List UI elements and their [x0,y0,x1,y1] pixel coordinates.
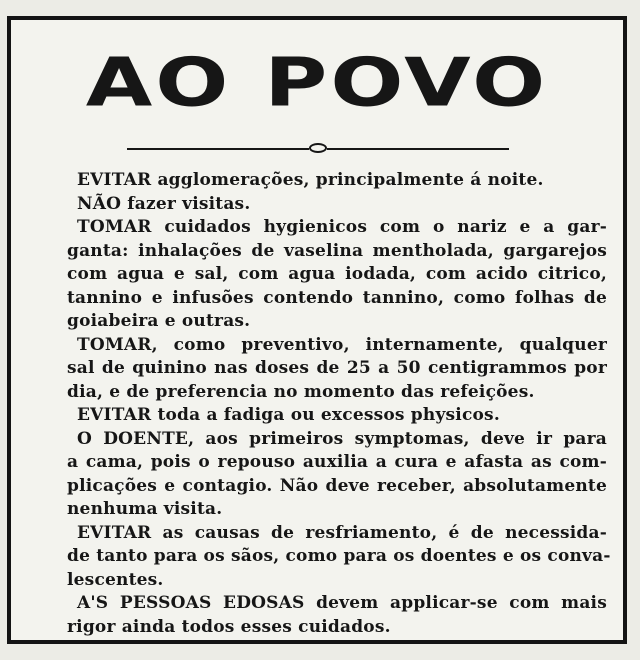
divider-ornament-icon [309,143,327,153]
text-line: sal de quinino nas doses de 25 a 50 centigrammos por [67,358,607,378]
notice-body [67,169,611,639]
text-line: rigor ainda todos esses cuidados. [67,616,391,637]
text-line: goiabeira e outras. [67,311,251,331]
notice-border-frame [7,16,627,644]
text-line: nenhuma visita. [67,499,223,519]
text-line: lescentes. [67,569,164,590]
text-line: com agua e sal, com agua iodada, com acido citrico, [67,264,607,284]
text-line: O DOENTE, aos primeiros symptomas, deve ir para [77,428,607,449]
text-line: tannino e infusões contendo tannino, como folhas de [67,287,607,308]
text-line: TOMAR, como preventivo, internamente, qualquer [77,334,607,355]
text-line: TOMAR cuidados hygienicos com o nariz e a gar- [77,217,607,237]
text-line: EVITAR toda a fadiga ou excessos physicos. [77,405,500,425]
text-line: de tanto para os sãos, como para os doentes e os conva- [67,546,611,566]
text-line: EVITAR agglomerações, principalmente á noite. [77,170,544,190]
text-line: A'S PESSOAS EDOSAS devem applicar-se com mais [77,593,607,613]
text-line: a cama, pois o repouso auxilia a cura e afasta as com- [67,452,607,472]
text-line: NÃO fazer visitas. [77,193,251,214]
divider-rule-right [327,148,509,150]
text-line: dia, e de preferencia no momento das refeições. [67,381,535,402]
ornamental-divider [127,142,509,154]
divider-rule-left [127,148,309,150]
text-line: EVITAR as causas de resfriamento, é de necessida- [77,522,607,543]
text-line: plicações e contagio. Não deve receber, absolutamente [67,475,607,496]
text-line: ganta: inhalações de vaselina mentholada, gargarejos [67,240,607,261]
headline: AO POVO [85,44,549,123]
